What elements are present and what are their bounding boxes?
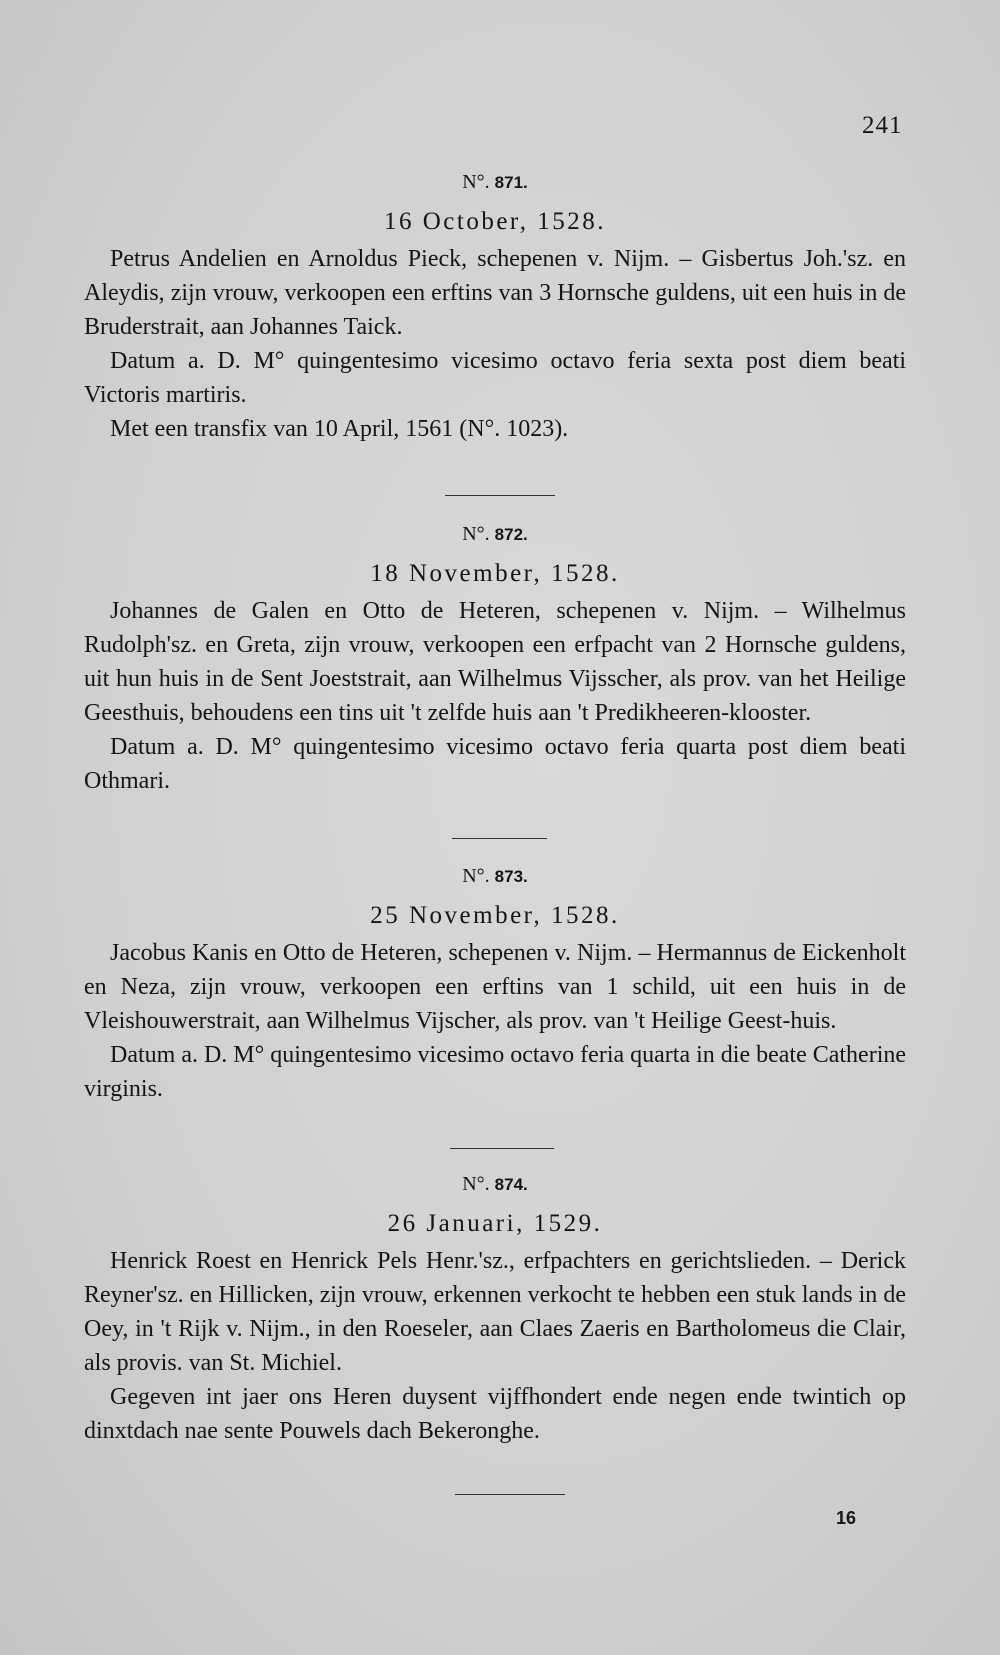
section-divider bbox=[452, 838, 547, 839]
sheet-number: 16 bbox=[836, 1508, 857, 1528]
entry-number-value: 874. bbox=[494, 1175, 528, 1194]
entry-body bbox=[84, 594, 906, 798]
entry-number-value: 873. bbox=[494, 867, 528, 886]
entry-number-value: 871. bbox=[494, 173, 528, 192]
entry-paragraph: Met een transfix van 10 April, 1561 (N°. 1023). bbox=[110, 416, 569, 442]
entry-number-value: 872. bbox=[494, 525, 528, 544]
entry-date: 18 November, 1528. bbox=[370, 560, 620, 587]
entry-number bbox=[84, 520, 906, 548]
entry-number bbox=[84, 168, 906, 196]
entry-872 bbox=[84, 520, 906, 798]
entry-body bbox=[84, 242, 906, 446]
entry-871 bbox=[84, 168, 906, 446]
entry-paragraph: Johannes de Galen en Otto de Heteren, schepenen v. Nijm. – Wilhelmus Rudolph'sz. en Greta, zijn vrouw, verkoopen een erfpacht van 2 Hornsche guldens, uit hun huis in de Sent Joeststrait, aan Wilhelmus Vijsscher, als prov. van het Heilige Geesthuis, behoudens een tins uit 't zelfde huis aan 't Predikheeren-klooster. bbox=[84, 598, 906, 726]
entry-date: 26 Januari, 1529. bbox=[387, 1210, 603, 1237]
entry-number-prefix: N°. bbox=[462, 523, 490, 545]
entry-paragraph: Datum a. D. M° quingentesimo vicesimo octavo feria sexta post diem beati Victoris martiris. bbox=[84, 348, 906, 408]
entry-number bbox=[84, 862, 906, 890]
entry-873 bbox=[84, 862, 906, 1106]
entry-date: 25 November, 1528. bbox=[370, 902, 620, 929]
entry-number bbox=[84, 1170, 906, 1198]
page-number: 241 bbox=[862, 112, 903, 139]
entry-paragraph: Jacobus Kanis en Otto de Heteren, schepenen v. Nijm. – Hermannus de Eickenholt en Neza, zijn vrouw, verkoopen een erftins van 1 schild, uit een huis in de Vleishouwerstrait, aan Wilhelmus Vijscher, als prov. van 't Heilige Geest-huis. bbox=[84, 940, 906, 1034]
entry-body bbox=[84, 936, 906, 1106]
entry-paragraph: Datum a. D. M° quingentesimo vicesimo octavo feria quarta post diem beati Othmari. bbox=[84, 734, 906, 794]
entry-paragraph: Gegeven int jaer ons Heren duysent vijffhondert ende negen ende twintich op dinxtdach nae sente Pouwels dach Bekeronghe. bbox=[84, 1384, 906, 1444]
entry-paragraph: Petrus Andelien en Arnoldus Pieck, schepenen v. Nijm. – Gisbertus Joh.'sz. en Aleydis, zijn vrouw, verkoopen een erftins van 3 Hornsche guldens, uit een huis in de Bruderstrait, aan Johannes Taick. bbox=[84, 246, 906, 340]
entry-874 bbox=[84, 1170, 906, 1448]
entry-paragraph: Datum a. D. M° quingentesimo vicesimo octavo feria quarta in die beate Catherine virginis. bbox=[84, 1042, 907, 1102]
entry-date: 16 October, 1528. bbox=[383, 208, 607, 235]
entry-number-prefix: N°. bbox=[462, 1173, 490, 1195]
entry-number-prefix: N°. bbox=[462, 865, 490, 887]
section-divider bbox=[450, 1148, 554, 1149]
section-divider bbox=[455, 1494, 565, 1495]
entry-paragraph: Henrick Roest en Henrick Pels Henr.'sz., erfpachters en gerichtslieden. – Derick Reyner'sz. en Hillicken, zijn vrouw, erkennen verkocht te hebben een stuk lands in de Oey, in 't Rijk v. Nijm., in den Roeseler, aan Claes Zaeris en Bartholomeus die Clair, als provis. van St. Michiel. bbox=[84, 1248, 906, 1376]
entry-body bbox=[84, 1244, 906, 1448]
entry-number-prefix: N°. bbox=[462, 171, 490, 193]
section-divider bbox=[445, 495, 555, 496]
